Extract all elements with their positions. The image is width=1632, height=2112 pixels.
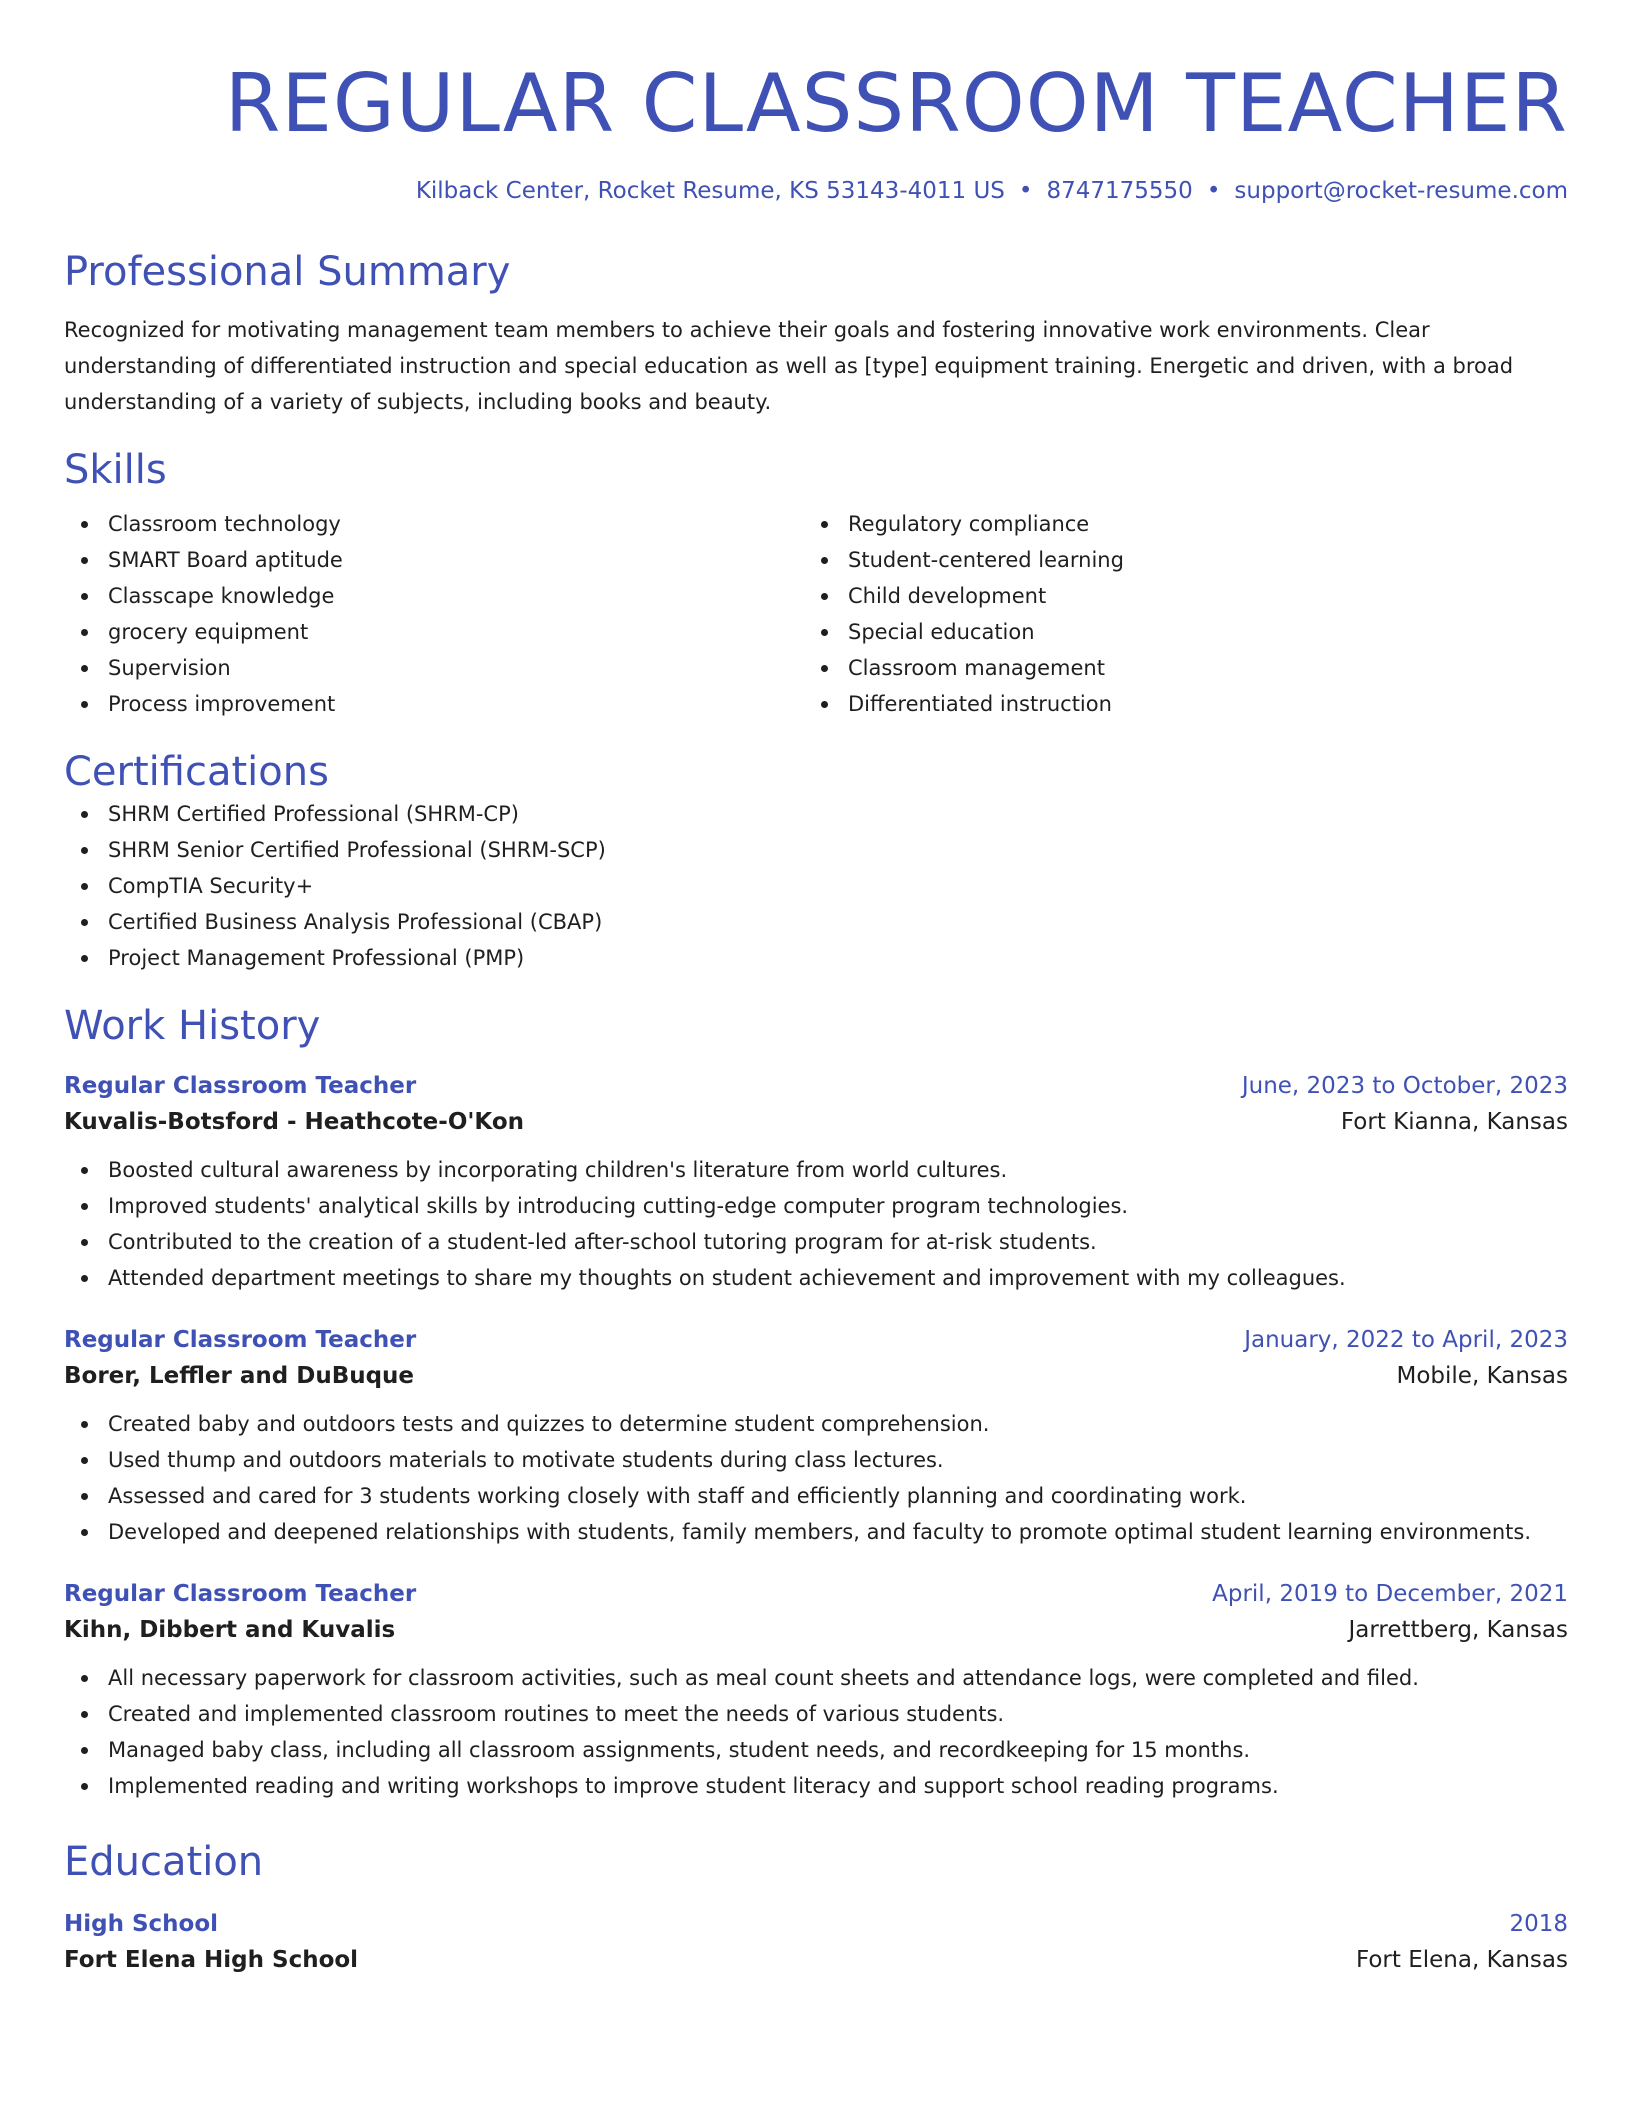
job-dates: June, 2023 to October, 2023: [1241, 1073, 1568, 1099]
certification-item: Certified Business Analysis Professional (CBAP): [64, 904, 1568, 940]
contact-phone: 8747175550: [1046, 178, 1193, 204]
certification-item: SHRM Senior Certified Professional (SHRM-SCP): [64, 832, 1568, 868]
section-heading-certifications: Certifications: [64, 749, 329, 795]
job-role: Regular Classroom Teacher: [64, 1327, 417, 1353]
education-year: 2018: [1509, 1911, 1568, 1937]
skill-item: SMART Board aptitude: [64, 542, 804, 578]
job-duty-item: Developed and deepened relationships with students, family members, and faculty to promote optimal student learning environments.: [64, 1514, 1568, 1550]
job-duties-list: [64, 1660, 1568, 1804]
certifications-list: [64, 796, 1568, 976]
skill-item: Classcape knowledge: [64, 578, 804, 614]
job-employer-row: [64, 1610, 1568, 1650]
job-duty-item: Attended department meetings to share my thoughts on student achievement and improvement with my colleagues.: [64, 1260, 1568, 1296]
skill-item: Special education: [804, 614, 1544, 650]
job-duty-item: All necessary paperwork for classroom activities, such as meal count sheets and attendance logs, were completed and filed.: [64, 1660, 1568, 1696]
skill-item: Classroom technology: [64, 506, 804, 542]
contact-address: Kilback Center, Rocket Resume, KS 53143-4011 US: [415, 178, 1005, 204]
education-school-row: [64, 1940, 1568, 1980]
job-duty-item: Implemented reading and writing workshops to improve student literacy and support school reading programs.: [64, 1768, 1568, 1804]
job-entry: [64, 1578, 1568, 1804]
job-duty-item: Improved students' analytical skills by introducing cutting-edge computer program technologies.: [64, 1188, 1568, 1224]
skill-item: Regulatory compliance: [804, 506, 1544, 542]
skill-item: Supervision: [64, 650, 804, 686]
certification-item: SHRM Certified Professional (SHRM-CP): [64, 796, 1568, 832]
education-header-row: [64, 1908, 1568, 1940]
contact-email: support@rocket-resume.com: [1234, 178, 1568, 204]
section-heading-education: Education: [64, 1839, 264, 1885]
job-duty-item: Managed baby class, including all classroom assignments, student needs, and recordkeeping for 15 months.: [64, 1732, 1568, 1768]
job-header-row: [64, 1324, 1568, 1356]
education-location: Fort Elena, Kansas: [1355, 1947, 1568, 1973]
certification-item: CompTIA Security+: [64, 868, 1568, 904]
skill-item: Student-centered learning: [804, 542, 1544, 578]
job-duty-item: Boosted cultural awareness by incorporating children's literature from world cultures.: [64, 1152, 1568, 1188]
job-role: Regular Classroom Teacher: [64, 1581, 417, 1607]
skills-list-right: [804, 506, 1544, 722]
job-duty-item: Contributed to the creation of a student-led after-school tutoring program for at-risk students.: [64, 1224, 1568, 1260]
skills-column-left: [64, 506, 804, 722]
contact-line: [64, 176, 1568, 206]
job-duty-item: Created and implemented classroom routines to meet the needs of various students.: [64, 1696, 1568, 1732]
job-location: Fort Kianna, Kansas: [1340, 1109, 1568, 1135]
resume-title: REGULAR CLASSROOM TEACHER: [224, 57, 1568, 150]
section-heading-work-history: Work History: [64, 1003, 321, 1049]
job-role: Regular Classroom Teacher: [64, 1073, 417, 1099]
job-duty-item: Created baby and outdoors tests and quizzes to determine student comprehension.: [64, 1406, 1568, 1442]
contact-separator: •: [1018, 178, 1033, 204]
job-duty-item: Assessed and cared for 3 students working closely with staff and efficiently planning and coordinating work.: [64, 1478, 1568, 1514]
skills-grid: [64, 506, 1568, 722]
skills-column-right: [804, 506, 1544, 722]
skill-item: Process improvement: [64, 686, 804, 722]
job-header-row: [64, 1578, 1568, 1610]
resume-header: [64, 56, 1568, 206]
summary-text: Recognized for motivating management team members to achieve their goals and fostering innovative work environments. Clear understanding of differentiated instruction and special education as well as [type] equipment training. Energetic and driven, with a broad understanding of a variety of subjects, including books and beauty.: [64, 318, 1514, 414]
skill-item: Child development: [804, 578, 1544, 614]
job-employer-row: [64, 1102, 1568, 1142]
job-company: Kihn, Dibbert and Kuvalis: [64, 1617, 396, 1643]
job-location: Mobile, Kansas: [1396, 1363, 1568, 1389]
job-duties-list: [64, 1406, 1568, 1550]
job-dates: April, 2019 to December, 2021: [1212, 1581, 1568, 1607]
job-entry: [64, 1070, 1568, 1296]
job-header-row: [64, 1070, 1568, 1102]
contact-separator: •: [1206, 178, 1221, 204]
job-duties-list: [64, 1152, 1568, 1296]
skill-item: grocery equipment: [64, 614, 804, 650]
job-company: Kuvalis-Botsford - Heathcote-O'Kon: [64, 1109, 524, 1135]
job-employer-row: [64, 1356, 1568, 1396]
education-degree: High School: [64, 1911, 219, 1937]
job-company: Borer, Leffler and DuBuque: [64, 1363, 415, 1389]
education-school: Fort Elena High School: [64, 1947, 359, 1973]
section-heading-skills: Skills: [64, 447, 167, 493]
education-entry: [64, 1908, 1568, 1980]
job-entry: [64, 1324, 1568, 1550]
job-duty-item: Used thump and outdoors materials to motivate students during class lectures.: [64, 1442, 1568, 1478]
job-location: Jarrettberg, Kansas: [1348, 1617, 1568, 1643]
skills-list-left: [64, 506, 804, 722]
certification-item: Project Management Professional (PMP): [64, 940, 1568, 976]
skill-item: Classroom management: [804, 650, 1544, 686]
section-heading-summary: Professional Summary: [64, 249, 511, 295]
skill-item: Differentiated instruction: [804, 686, 1544, 722]
job-dates: January, 2022 to April, 2023: [1244, 1327, 1568, 1353]
